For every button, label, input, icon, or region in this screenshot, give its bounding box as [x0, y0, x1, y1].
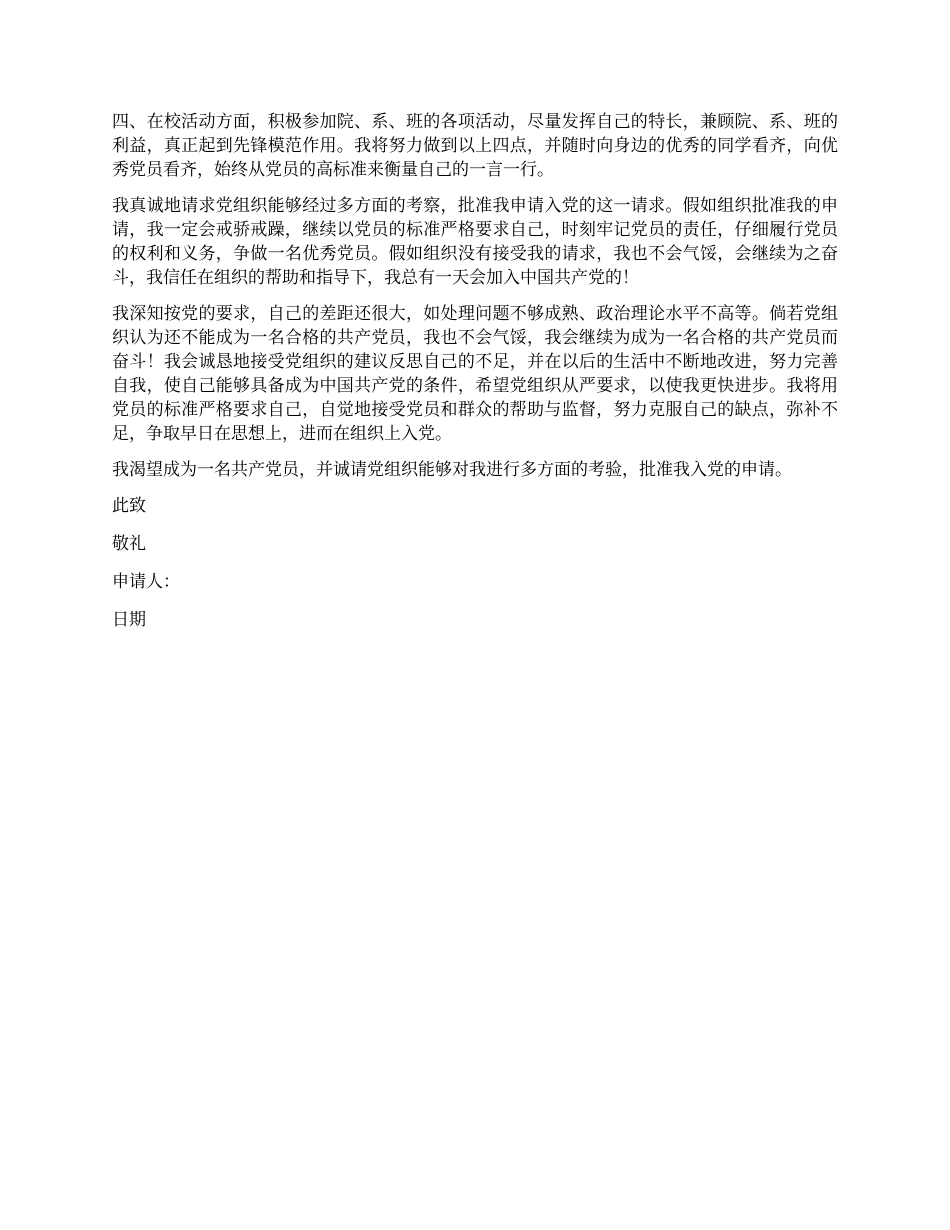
- closing-regards: 敬礼: [112, 534, 146, 554]
- applicant-label: 申请人：: [112, 572, 180, 592]
- closing-salutation: 此致: [112, 496, 146, 516]
- document-page: [112, 110, 838, 646]
- paragraph-self-assessment: 我深知按党的要求，自己的差距还很大，如处理问题不够成熟、政治理论水平不高等。倘若党组织认为还不能成为一名合格的共产党员，我也不会气馁，我会继续为成为一名合格的共产党员而奋斗！我会诚恳地接受党组织的建议反思自己的不足，并在以后的生活中不断地改进，努力完善自我，使自己能够具备成为中国共产党的条件，希望党组织从严要求，以使我更快进步。我将用党员的标准严格要求自己，自觉地接受党员和群众的帮助与监督，努力克服自己的缺点，弥补不足，争取早日在思想上，进而在组织上入党。: [112, 304, 838, 444]
- paragraph-activities: 四、在校活动方面，积极参加院、系、班的各项活动，尽量发挥自己的特长，兼顾院、系、班的利益，真正起到先锋模范作用。我将努力做到以上四点，并随时向身边的优秀的同学看齐，向优秀党员看齐，始终从党员的高标准来衡量自己的一言一行。: [112, 112, 838, 180]
- paragraph-request: 我真诚地请求党组织能够经过多方面的考察，批准我申请入党的这一请求。假如组织批准我的申请，我一定会戒骄戒躁，继续以党员的标准严格要求自己，时刻牢记党员的责任，仔细履行党员的权利和义务，争做一名优秀党员。假如组织没有接受我的请求，我也不会气馁，会继续为之奋斗，我信任在组织的帮助和指导下，我总有一天会加入中国共产党的！: [112, 196, 838, 288]
- paragraph-aspiration: 我渴望成为一名共产党员，并诚请党组织能够对我进行多方面的考验，批准我入党的申请。: [112, 460, 792, 480]
- date-label: 日期: [112, 610, 146, 630]
